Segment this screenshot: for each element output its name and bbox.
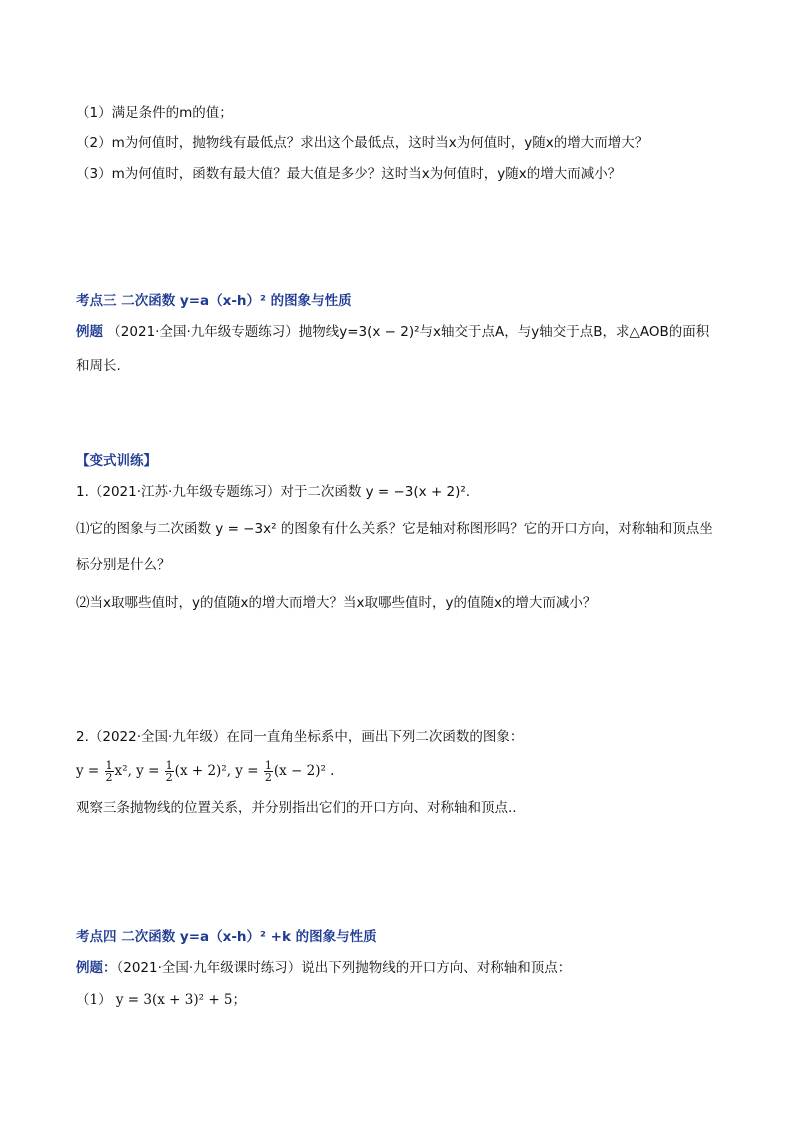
- example-text: 抛物线y=3(x − 2)²与x轴交于点A，与y轴交于点B，求△AOB的面积: [298, 324, 710, 340]
- formula-part-1: y =: [76, 763, 100, 779]
- section-4-example: [76, 958, 734, 978]
- example-source: （2021·全国·九年级专题练习）: [107, 324, 299, 340]
- formula-part-6: (x − 2)² .: [273, 763, 335, 779]
- section-4-heading: 考点四 二次函数 y=a（x-h）² +k 的图象与性质: [76, 929, 377, 945]
- problem-2-formulas: [76, 757, 734, 785]
- example-label-4: 例题：: [76, 960, 117, 976]
- fraction-2: $\frac{1}{2}$: [165, 759, 173, 784]
- problem-1-intro: 1.（2021·江苏·九年级专题练习）对于二次函数 y = −3(x + 2)².: [76, 484, 471, 500]
- problem-1-q2: ⑵当x取哪些值时，y的值随x的增大而增大？当x取哪些值时，y的值随x的增大而减小？: [76, 595, 597, 611]
- section-3-example-line2: 和周长.: [76, 358, 121, 374]
- formula-part-2: x²: [114, 763, 128, 779]
- formula-part-3: , y =: [127, 763, 160, 779]
- fraction-1: $\frac{1}{2}$: [105, 759, 113, 784]
- example-text-4: （2021·全国·九年级课时练习）说出下列抛物线的开口方向、对称轴和顶点：: [116, 960, 572, 976]
- problem-2-observe: 观察三条抛物线的位置关系，并分别指出它们的开口方向、对称轴和顶点..: [76, 800, 517, 816]
- section-4-item-1: （1） y = 3(x + 3)² + 5；: [76, 992, 247, 1008]
- section-3-example-line1: [76, 322, 734, 342]
- question-2: （2）m为何值时，抛物线有最低点？求出这个最低点，这时当x为何值时，y随x的增大而增大？: [76, 135, 649, 151]
- question-3: （3）m为何值时，函数有最大值？最大值是多少？这时当x为何值时，y随x的增大而减小？: [76, 166, 622, 182]
- fraction-3: $\frac{1}{2}$: [264, 759, 272, 784]
- problem-1-q1-line1: ⑴它的图象与二次函数 y = −3x² 的图象有什么关系？它是轴对称图形吗？它的开口方向，对称轴和顶点坐: [76, 521, 713, 537]
- formula-part-5: , y =: [226, 763, 259, 779]
- section-3-heading: 考点三 二次函数 y=a（x-h）² 的图象与性质: [76, 293, 352, 309]
- variant-training-label: 【变式训练】: [76, 453, 157, 469]
- example-label: 例题: [76, 324, 103, 340]
- problem-1-q1-line2: 标分别是什么？: [76, 557, 171, 573]
- problem-2-intro: 2.（2022·全国·九年级）在同一直角坐标系中，画出下列二次函数的图象：: [76, 729, 524, 745]
- question-1: （1）满足条件的m的值；: [76, 105, 233, 121]
- formula-part-4: (x + 2)²: [174, 763, 227, 779]
